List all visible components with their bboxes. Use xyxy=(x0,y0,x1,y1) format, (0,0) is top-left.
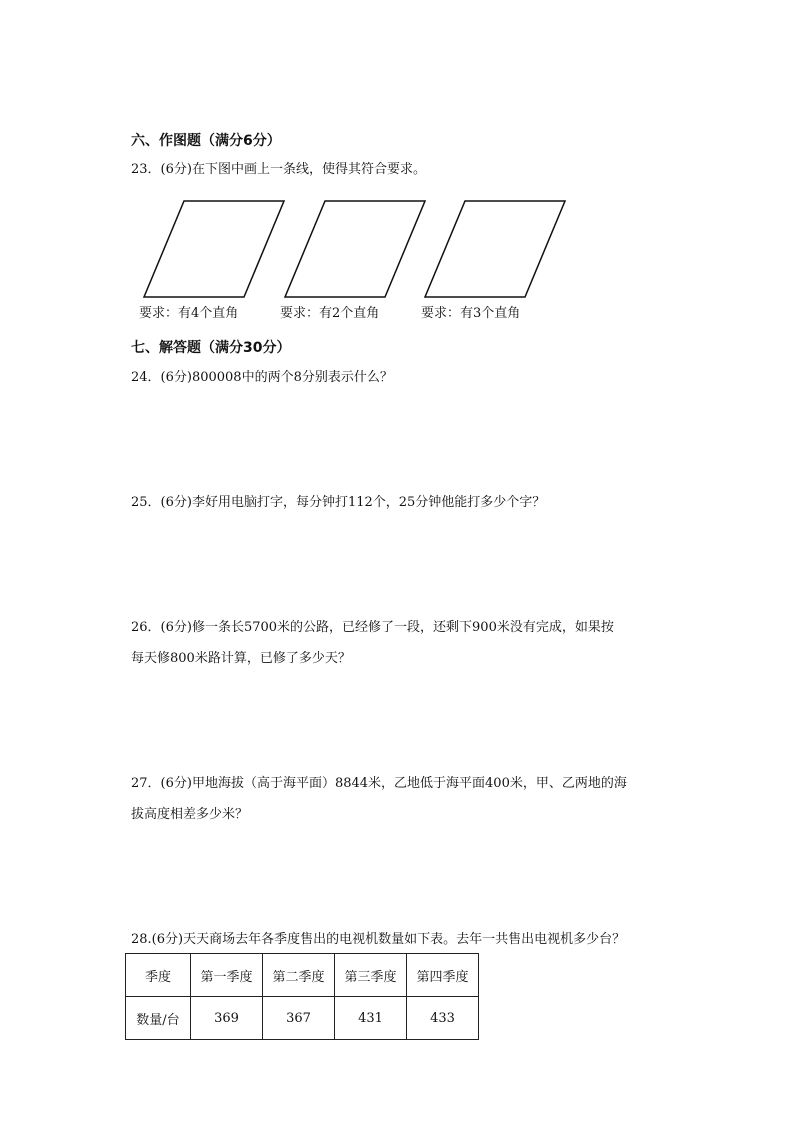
table-header-cell: 第四季度 xyxy=(407,954,479,997)
section-6-heading: 六、作图题（满分6分） xyxy=(131,133,281,149)
table-header-row xyxy=(126,954,479,997)
table-header-cell: 季度 xyxy=(126,954,191,997)
question-25: 25．(6分)李好用电脑打字，每分钟打112个，25分钟他能打多少个字？ xyxy=(131,495,546,510)
question-26-line-2: 每天修800米路计算，已修了多少天？ xyxy=(131,651,351,666)
table-header-cell: 第一季度 xyxy=(191,954,263,997)
parallelogram-3 xyxy=(425,201,565,297)
requirement-2: 要求：有2个直角 xyxy=(280,306,380,321)
requirement-3: 要求：有3个直角 xyxy=(421,306,521,321)
question-24: 24．(6分)800008中的两个8分别表示什么？ xyxy=(131,370,393,385)
tv-sales-table xyxy=(125,953,479,1040)
question-23: 23．(6分)在下图中画上一条线，使得其符合要求。 xyxy=(131,162,426,177)
question-26-line-1: 26．(6分)修一条长5700米的公路，已经修了一段，还剩下900米没有完成，如果按 xyxy=(131,620,614,635)
section-7-heading: 七、解答题（满分30分） xyxy=(131,340,291,356)
table-cell: 数量/台 xyxy=(126,997,191,1040)
parallelogram-1 xyxy=(144,201,284,297)
table-cell: 433 xyxy=(407,997,479,1040)
table-cell: 431 xyxy=(335,997,407,1040)
question-28: 28.(6分)天天商场去年各季度售出的电视机数量如下表。去年一共售出电视机多少台？ xyxy=(131,932,626,947)
table-cell: 369 xyxy=(191,997,263,1040)
table-cell: 367 xyxy=(263,997,335,1040)
requirement-1: 要求：有4个直角 xyxy=(139,306,239,321)
parallelogram-2 xyxy=(285,201,425,297)
question-27-line-2: 拔高度相差多少米？ xyxy=(131,807,249,822)
table-header-cell: 第二季度 xyxy=(263,954,335,997)
table-row xyxy=(126,997,479,1040)
question-27-line-1: 27．(6分)甲地海拔（高于海平面）8844米，乙地低于海平面400米，甲、乙两地的海 xyxy=(131,776,627,791)
table-header-cell: 第三季度 xyxy=(335,954,407,997)
